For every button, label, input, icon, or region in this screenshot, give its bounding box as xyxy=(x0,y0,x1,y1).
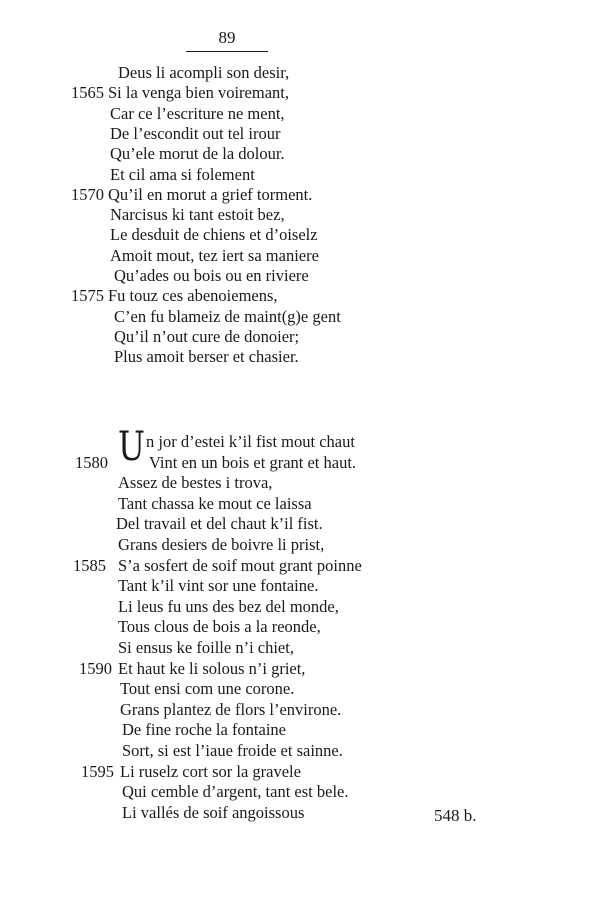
line-number: 1590 xyxy=(79,658,112,678)
verse-text: Et cil ama si folement xyxy=(110,164,255,184)
verse-text: Qu’ades ou bois ou en riviere xyxy=(114,266,309,285)
verse-text: Qu’il en morut a grief torment. xyxy=(108,184,313,204)
verse-line xyxy=(0,103,609,125)
verse-text: Deus li acompli son desir, xyxy=(118,63,290,82)
header-rule xyxy=(186,51,268,52)
verse-text: Del travail et del chaut k’il fist. xyxy=(116,514,323,534)
verse-text: Narcisus ki tant estoit bez, xyxy=(110,205,285,225)
verse-text: Tous clous de bois a la reonde, xyxy=(118,617,321,637)
verse-line xyxy=(0,616,609,638)
verse-text: Grans desiers de boivre li prist, xyxy=(118,535,325,554)
verse-line xyxy=(0,326,609,348)
verse-text: Assez de bestes i trova, xyxy=(118,473,273,493)
verse-line xyxy=(0,346,609,368)
verse-text: Vint en un bois et grant et haut. xyxy=(149,452,357,472)
verse-text: Qu’il n’out cure de donoier; xyxy=(114,326,300,346)
verse-text: Fu touz ces abenoiemens, xyxy=(108,286,278,306)
verse-text: Sort, si est l’iaue froide et sainne. xyxy=(122,741,343,760)
verse-line xyxy=(0,224,609,246)
verse-text: Plus amoit berser et chasier. xyxy=(114,347,299,367)
verse-text: Qu’ele morut de la dolour. xyxy=(110,144,285,164)
verse-text: Si ensus ke foille n’i chiet, xyxy=(118,638,294,657)
line-number: 1580 xyxy=(75,452,108,472)
verse-line xyxy=(0,740,609,762)
verse-line xyxy=(0,62,609,84)
verse-line xyxy=(0,184,609,206)
verse-text: Tant k’il vint sor une fontaine. xyxy=(118,576,319,596)
verse-line xyxy=(0,306,609,328)
verse-line xyxy=(0,781,609,803)
verse-line xyxy=(0,637,609,659)
line-number: 1595 xyxy=(81,761,114,781)
verse-line xyxy=(0,719,609,741)
page-number: 89 xyxy=(218,28,236,47)
drop-cap: U xyxy=(118,424,145,470)
margin-note: 548 b. xyxy=(434,806,477,825)
verse-line xyxy=(0,699,609,721)
verse-line xyxy=(0,493,609,515)
verse-text: Tant chassa ke mout ce laissa xyxy=(118,493,312,513)
verse-text: Tout ensi com une corone. xyxy=(120,679,295,699)
line-number: 1565 xyxy=(71,83,104,103)
verse-text: De fine roche la fontaine xyxy=(122,720,287,740)
verse-text: n jor d’estei k’il fist mout chaut xyxy=(146,432,355,451)
verse-line xyxy=(0,555,609,577)
verse-line xyxy=(0,431,609,453)
line-number: 1585 xyxy=(73,555,106,575)
verse-line xyxy=(0,658,609,680)
verse-line xyxy=(0,204,609,226)
verse-line xyxy=(0,143,609,165)
verse-line xyxy=(0,265,609,287)
verse-line xyxy=(0,534,609,556)
verse-text: Le desduit de chiens et d’oiselz xyxy=(110,225,318,245)
verse-text: De l’escondit out tel irour xyxy=(110,123,281,143)
verse-line xyxy=(0,164,609,186)
verse-text: C’en fu blameiz de maint(g)e gent xyxy=(114,306,341,326)
line-number: 1575 xyxy=(71,286,104,306)
verse-line xyxy=(0,82,609,104)
line-number: 1570 xyxy=(71,184,104,204)
verse-text: Qui cemble d’argent, tant est bele. xyxy=(122,782,349,802)
verse-line xyxy=(0,285,609,307)
verse-line xyxy=(0,472,609,494)
verse-line xyxy=(0,596,609,618)
verse-text: Grans plantez de flors l’environe. xyxy=(120,699,342,719)
verse-line xyxy=(0,452,609,474)
verse-line xyxy=(0,678,609,700)
verse-text: Li leus fu uns des bez del monde, xyxy=(118,596,339,616)
verse-line xyxy=(0,761,609,783)
verse-text: Car ce l’escriture ne ment, xyxy=(110,103,285,123)
verse-line xyxy=(0,802,609,824)
verse-line xyxy=(0,513,609,535)
verse-text: Et haut ke li solous n’i griet, xyxy=(118,658,306,678)
verse-text: Amoit mout, tez iert sa maniere xyxy=(110,245,319,265)
verse-line xyxy=(0,245,609,267)
verse-text: Si la venga bien voiremant, xyxy=(108,83,289,103)
verse-text: S’a sosfert de soif mout grant poinne xyxy=(118,555,362,575)
verse-line xyxy=(0,123,609,145)
verse-text: Li vallés de soif angoissous xyxy=(122,802,305,822)
verse-text: Li ruselz cort sor la gravele xyxy=(120,761,301,781)
verse-line xyxy=(0,575,609,597)
